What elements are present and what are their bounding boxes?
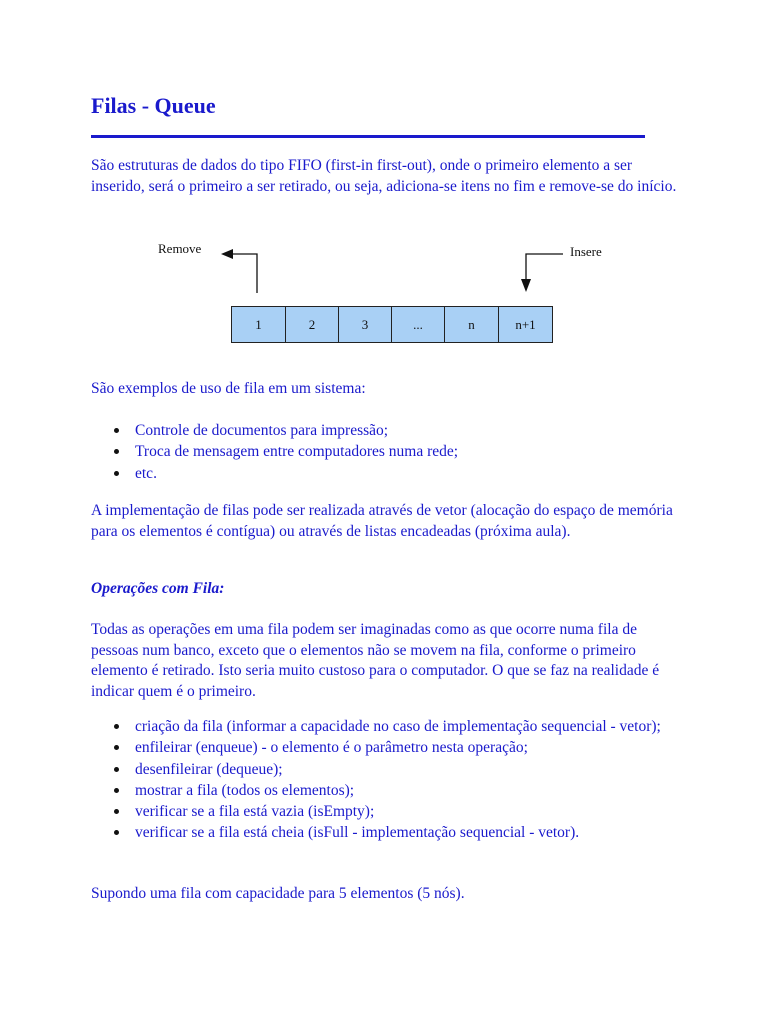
- examples-list: [91, 420, 681, 484]
- closing-paragraph: Supondo uma fila com capacidade para 5 elementos (5 nós).: [91, 885, 465, 902]
- remove-arrowhead-icon: [221, 249, 233, 259]
- queue-cell: 1: [231, 306, 286, 343]
- examples-intro: São exemplos de uso de fila em um sistema:: [91, 380, 366, 397]
- list-item-text: mostrar a fila (todos os elementos);: [135, 781, 355, 799]
- list-item: [91, 463, 681, 484]
- list-item-text: criação da fila (informar a capacidade no caso de implementação sequencial - vetor);: [135, 718, 661, 735]
- list-item: [91, 780, 681, 801]
- list-item-text: Controle de documentos para impressão;: [135, 422, 389, 439]
- list-item-text: desenfileirar (dequeue);: [135, 760, 283, 778]
- remove-arrow: [232, 254, 257, 293]
- list-item-text: verificar se a fila está cheia (isFull - implementação sequencial - vetor).: [135, 824, 580, 842]
- bullet-icon: [114, 809, 119, 814]
- list-item: [91, 801, 681, 822]
- bullet-icon: [114, 428, 119, 433]
- bullet-icon: [114, 767, 119, 772]
- list-item: [91, 759, 681, 780]
- bullet-icon: [114, 724, 119, 729]
- operations-heading: Operações com Fila:: [91, 580, 225, 597]
- list-item: [91, 716, 681, 737]
- bullet-icon: [114, 788, 119, 793]
- bullet-icon: [114, 471, 119, 476]
- queue-cell: 2: [285, 306, 339, 343]
- list-item: [91, 441, 681, 462]
- implementation-paragraph: A implementação de filas pode ser realizada através de vetor (alocação do espaço de memória para os elementos é contígua) ou através de listas encadeadas (próxima aula).: [91, 502, 673, 540]
- operations-intro: Todas as operações em uma fila podem ser imaginadas como as que ocorre numa fila de pessoas num banco, exceto que o elementos não se movem na fila, conforme o primeiro elemento é retirado. Isto seria muito custoso para o computador. O que se faz na realidade é indicar quem é o primeiro.: [91, 621, 660, 700]
- queue-cell: 3: [338, 306, 392, 343]
- insert-arrow: [526, 254, 563, 280]
- remove-label: Remove: [158, 241, 202, 256]
- intro-paragraph: São estruturas de dados do tipo FIFO (first-in first-out), onde o primeiro elemento a ser inserido, será o primeiro a ser retirado, ou seja, adiciona-se itens no fim e remove-se do início.: [91, 157, 677, 195]
- insert-label: Insere: [570, 244, 602, 259]
- bullet-icon: [114, 830, 119, 835]
- list-item-text: enfileirar (enqueue) - o elemento é o parâmetro nesta operação;: [135, 739, 528, 757]
- queue-cell: ...: [391, 306, 445, 343]
- list-item-text: etc.: [135, 464, 157, 482]
- bullet-icon: [114, 745, 119, 750]
- insert-arrowhead-icon: [521, 279, 531, 292]
- list-item-text: Troca de mensagem entre computadores numa rede;: [135, 443, 459, 461]
- queue-cell: n: [444, 306, 499, 343]
- bullet-icon: [114, 449, 119, 454]
- page-title: Filas - Queue: [91, 93, 216, 118]
- operations-list: [91, 716, 681, 844]
- list-item: [91, 737, 681, 758]
- queue-cell: n+1: [498, 306, 553, 343]
- queue-diagram: [0, 0, 768, 360]
- list-item: [91, 822, 681, 843]
- list-item-text: verificar se a fila está vazia (isEmpty);: [135, 803, 375, 821]
- list-item: [91, 420, 681, 441]
